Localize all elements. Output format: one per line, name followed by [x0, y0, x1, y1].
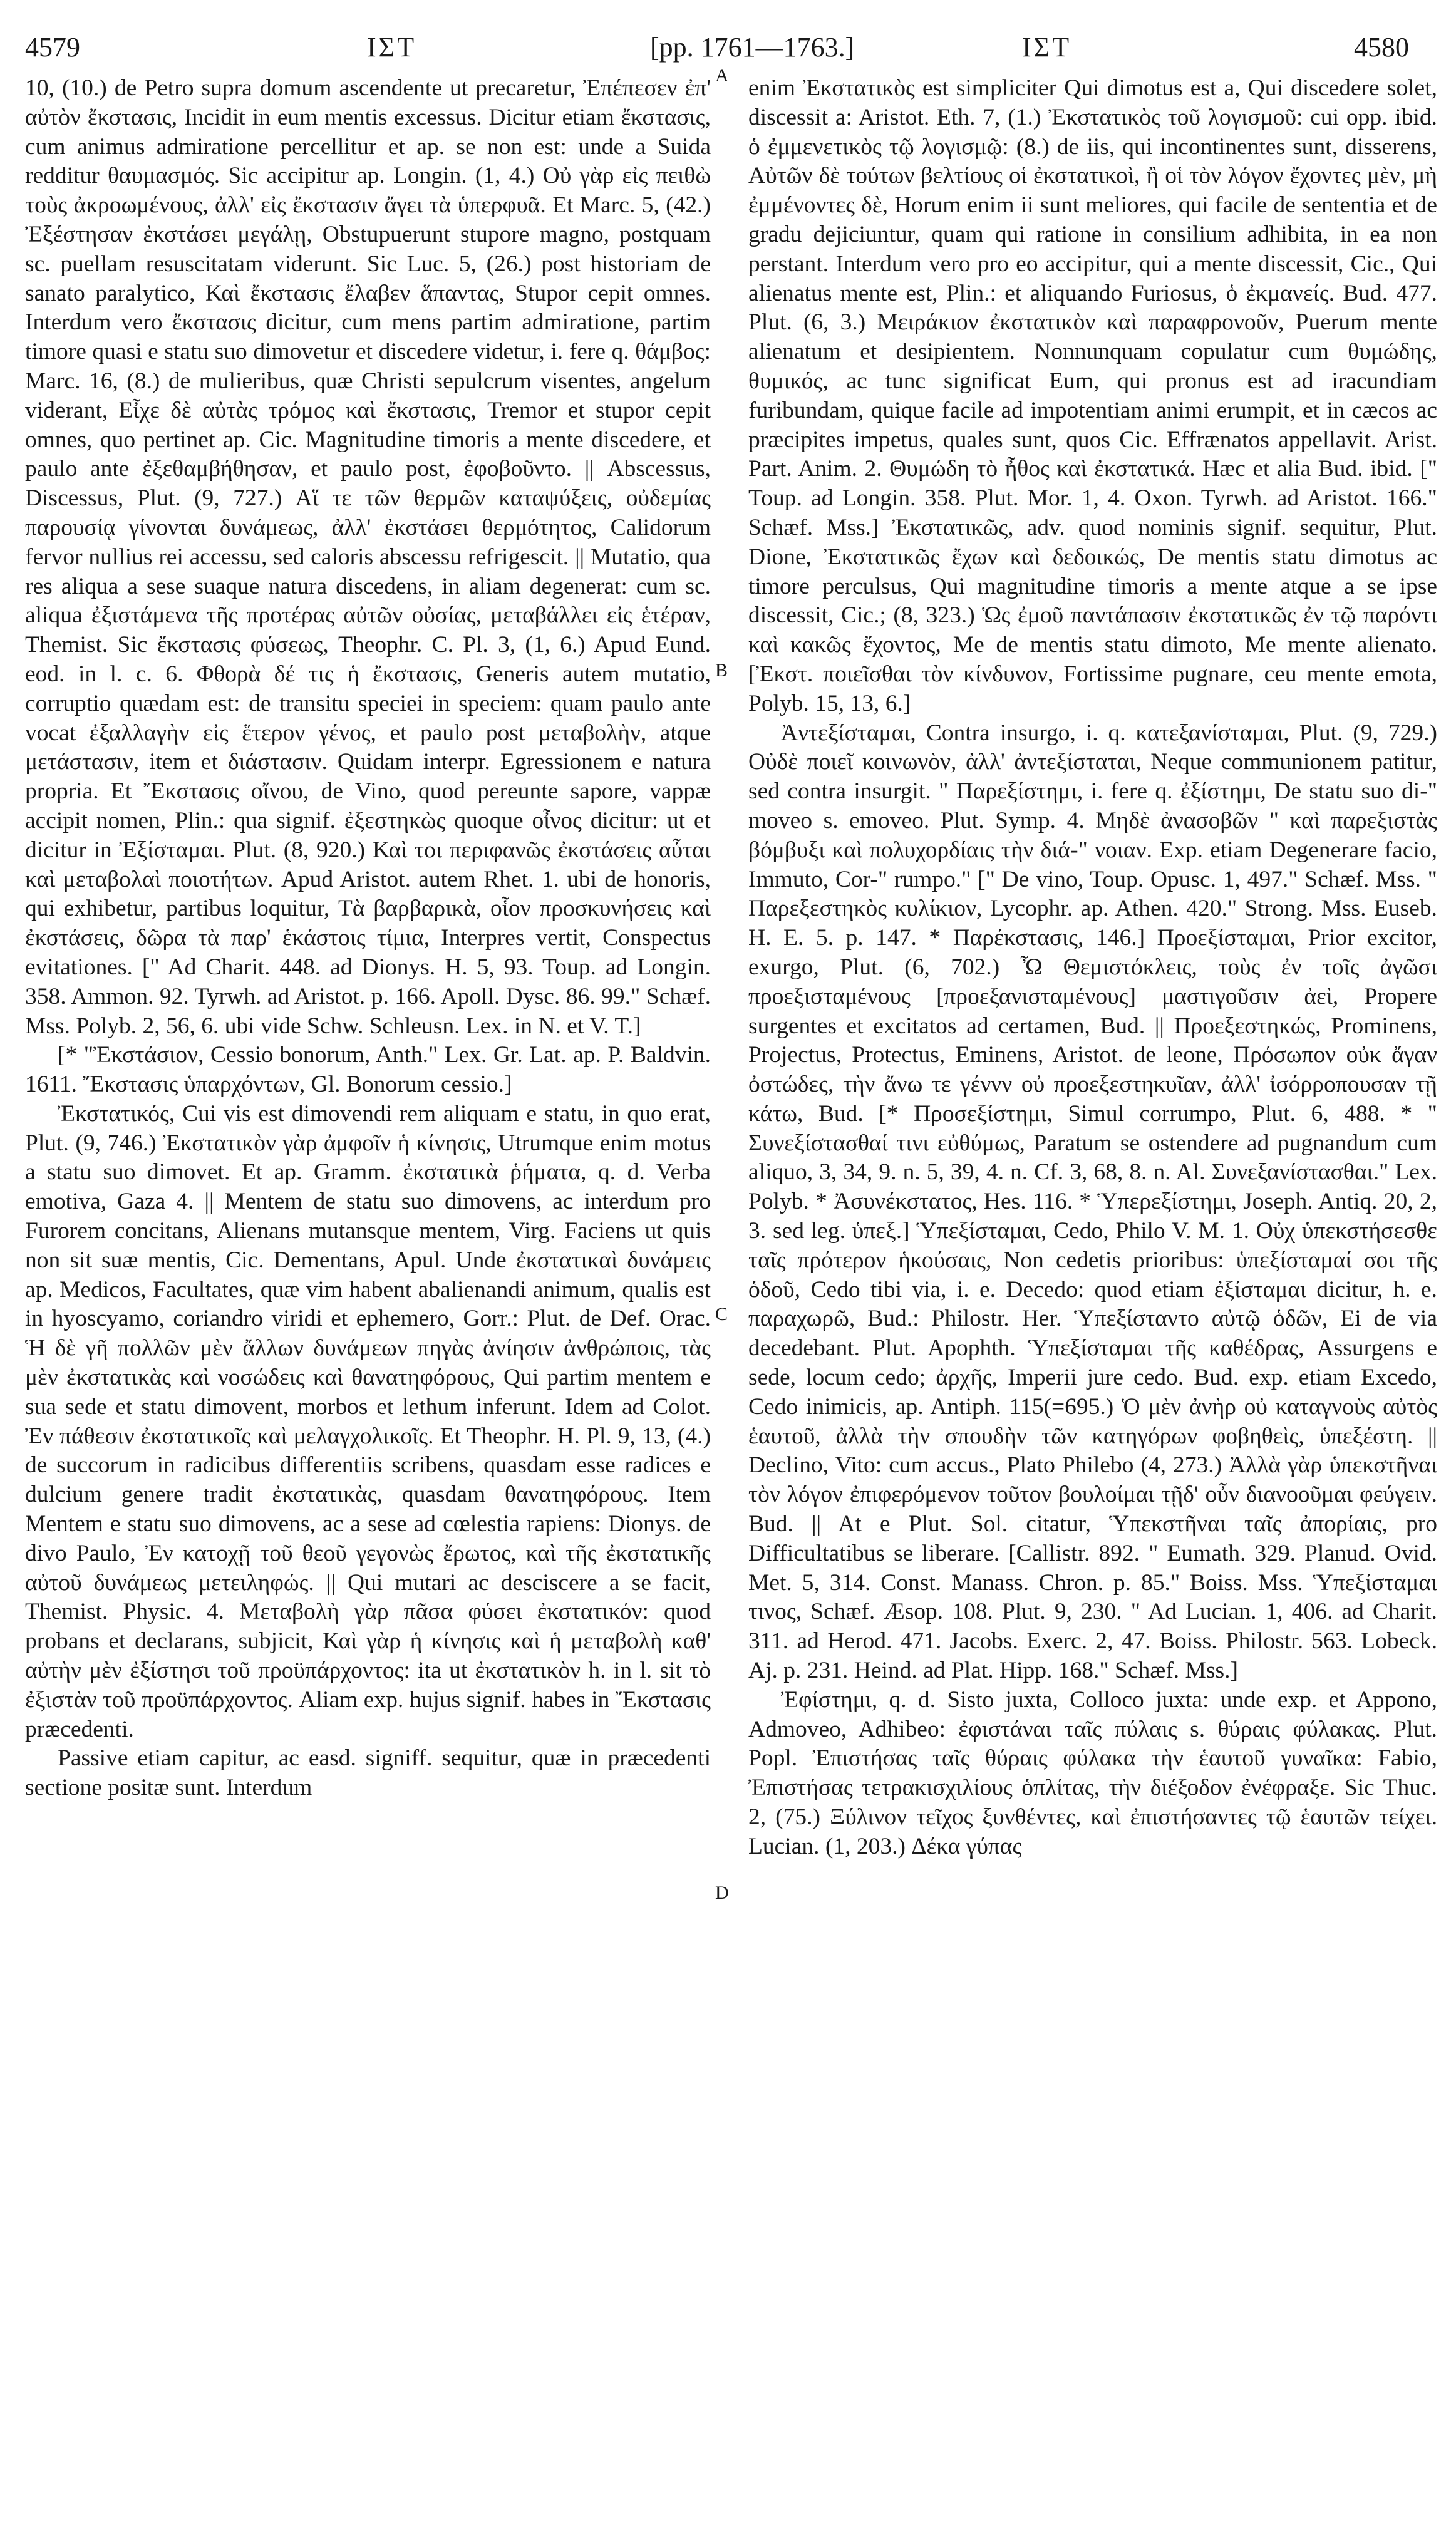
left-column: [25, 74, 711, 1803]
entry-ephistemi: Ἐφίστημι, q. d. Sisto juxta, Colloco juxta: unde exp. et Appono, Admoveo, Adhibeo: ἐφιστάναι ταῖς πύλαις s. θύραις φύλακας. Plut. Popl. Ἐπιστήσας ταῖς θύραις φύλακα τὴν ἑαυτοῦ γυναῖκα: Fabio, Ἐπιστήσας τετρακισχιλίους ὁπλίτας, τὴν διέξοδον ἐνέφραξε. Sic Thuc. 2, (75.) Ξύλινον τεῖχος ξυνθέντες, καὶ ἐπιστήσαντες τῷ ἑαυτῶν τείχει. Lucian. (1, 203.) Δέκα γύπας: [748, 1686, 1437, 1859]
entry-ekstatikos-passive: Passive etiam capitur, ac easd. signiff. sequitur, quæ in præcedenti sectione positæ sunt. Interdum: [25, 1745, 711, 1801]
entry-ekstasis-continued: 10, (10.) de Petro supra domum ascendente ut precaretur, Ἐπέπεσεν ἐπ' αὐτὸν ἔκστασις, Incidit in eum mentis excessus. Dicitur etiam ἔκστασις, cum animus admiratione percellitur et ap. se non est: unde a Suida redditur θαυμασμός. Sic accipitur ap. Longin. (1, 4.) Οὐ γὰρ εἰς πειθὼ τοὺς ἀκροωμένους, ἀλλ' εἰς ἔκστασιν ἄγει τὰ ὑπερφυᾶ. Et Marc. 5, (42.) Ἐξέστησαν ἐκστάσει μεγάλῃ, Obstupuerunt stupore magno, postquam sc. puellam resuscitatam viderunt. Sic Luc. 5, (26.) post historiam de sanato paralytico, Καὶ ἔκστασις ἔλαβεν ἅπαντας, Stupor cepit omnes. Interdum vero ἔκστασις dicitur, cum mens partim admiratione, partim timore quasi e statu suo dimovetur et discedere videtur, i. fere q. θάμβος: Marc. 16, (8.) de mulieribus, quæ Christi sepulcrum visentes, angelum viderant, Εἶχε δὲ αὐτὰς τρόμος καὶ ἔκστασις, Tremor et stupor cepit omnes, quo pertinet ap. Cic. Magnitudine timoris a mente discedere, et paulo ante ἐξεθαμβήθησαν, et paulo post, ἐφοβοῦντο. || Abscessus, Discessus, Plut. (9, 727.) Αἵ τε τῶν θερμῶν καταψύξεις, οὐδεμίας παρουσίᾳ γίνονται δυνάμεως, ἀλλ' ἐκστάσει θερμότητος, Calidorum fervor nullius rei accessu, sed caloris abscessu refrigescit. || Mutatio, qua res aliqua a sese suaque natura discedens, in aliam degenerat: cum sc. aliqua ἐξιστάμενα τῆς προτέρας αὐτῶν οὐσίας, μεταβάλλει εἰς ἑτέραν, Themist. Sic ἔκστασις φύσεως, Theophr. C. Pl. 3, (1, 6.) Apud Eund. eod. in l. c. 6. Φθορὰ δέ τις ἡ ἔκστασις, Generis autem mutatio, corruptio quædam est: de transitu speciei in speciem: quam paulo ante vocat ἐξαλλαγὴν εἰς ἕτερον γένος, et paulo post μεταβολὴν, atque μετάστασιν, item et διάστασιν. Quidam interpr. Egressionem e natura propria. Et Ἔκστασις οἴνου, de Vino, quod pereunte sapore, vappæ accipit nomen, Plin.: qua signif. ἐξεστηκὼς quoque οἶνος dicitur: ut et dicitur in Ἐξίσταμαι. Plut. (8, 920.) Καὶ τοι περιφανῶς ἐκστάσεις αὗται καὶ μεταβολαὶ ποιοτήτων. Apud Aristot. autem Rhet. 1. ubi de honoris, qui exhibetur, partibus loquitur, Τὰ βαρβαρικὰ, οἷον προσκυνήσεις καὶ ἐκστάσεις, δῶρα τὰ παρ' ἑκάστοις τίμια, Interpres vertit, Conspectus evitationes. [" Ad Charit. 448. ad Dionys. H. 5, 93. Toup. ad Longin. 358. Ammon. 92. Tyrwh. ad Aristot. p. 166. Apoll. Dysc. 86. 99." Schæf. Mss. Polyb. 2, 56, 6. ubi vide Schw. Schleusn. Lex. in N. et V. T.]: [25, 75, 711, 1039]
entry-ekstasion: [* "Ἐκστάσιον, Cessio bonorum, Anth." Lex. Gr. Lat. ap. P. Baldvin. 1611. Ἔκστασις ὑπαρχόντων, Gl. Bonorum cessio.]: [25, 1042, 711, 1098]
section-marker-b: B: [715, 660, 728, 681]
section-marker-a: A: [715, 65, 729, 86]
section-marker-c: C: [715, 1304, 728, 1324]
right-column-number: 4580: [1354, 32, 1409, 63]
page-range: [pp. 1761—1763.]: [650, 32, 855, 63]
entry-ekstatikos: Ἐκστατικός, Cui vis est dimovendi rem aliquam e statu, in quo erat, Plut. (9, 746.) Ἐκστατικὸν γὰρ ἀμφοῖν ἡ κίνησις, Utrumque enim motus a statu suo dimovet. Et ap. Gramm. ἐκστατικὰ ῥήματα, q. d. Verba emotiva, Gaza 4. || Mentem de statu suo dimovens, ac interdum pro Furorem concitans, Alienans mutansque mentem, Virg. Faciens ut quis non sit suæ mentis, Cic. Dementans, Apul. Unde ἐκστατικαὶ δυνάμεις ap. Medicos, Facultates, quæ vim habent abalienandi animum, qualis est in hyoscyamo, coriandro viridi et ephemero, Gorr.: Plut. de Def. Orac. Ἡ δὲ γῆ πολλῶν μὲν ἄλλων δυνάμεων πηγὰς ἀνίησιν ἀνθρώποις, τὰς μὲν ἐκστατικὰς καὶ νοσώδεις καὶ θανατηφόρους, Qui partim mentem e sua sede et statu dimovent, morbos et lethum inferunt. Idem ad Colot. Ἐν πάθεσιν ἐκστατικοῖς καὶ μελαγχολικοῖς. Et Theophr. H. Pl. 9, 13, (4.) de succorum in radicibus differentiis scribens, quasdam esse radices e dulcium genere tradit ἐκστατικὰς, quasdam θανατηφόρους. Item Mentem e statu suo dimovens, ac a sese ad cœlestia rapiens: Dionys. de divo Paulo, Ἐν κατοχῇ τοῦ θεοῦ γεγονὼς ἔρωτος, καὶ τῆς ἐκστατικῆς αὐτοῦ δυνάμεως μετειληφώς. || Qui mutari ac desciscere a se facit, Themist. Physic. 4. Μεταβολὴ γὰρ πᾶσα φύσει ἐκστατικόν: quod probans et declarans, subjicit, Καὶ γὰρ ἡ κίνησις καὶ ἡ μεταβολὴ καθ' αὐτὴν μὲν ἐξίστησι τοῦ προϋπάρχοντος: ita ut ἐκστατικὸν h. in l. sit τὸ ἐξιστὰν τοῦ προϋπάρχοντος. Aliam exp. hujus signif. habes in Ἔκστασις præcedenti.: [25, 1100, 711, 1742]
entry-antexistamai: Ἀντεξίσταμαι, Contra insurgo, i. q. κατεξανίσταμαι, Plut. (9, 729.) Οὐδὲ ποιεῖ κοινωνὸν, ἀλλ' ἀντεξίσταται, Neque communionem patitur, sed contra insurgit. " Παρεξίστημι, i. fere q. ἐξίστημι, De statu suo di-" moveo s. emoveo. Plut. Symp. 4. Μηδὲ ἀνασοβῶν " καὶ παρεξιστὰς βόμβυξι καὶ πολυχορδίαις τὴν διά-" νοιαν. Exp. etiam Degenerare facio, Immuto, Cor-" rumpo." [" De vino, Toup. Opusc. 1, 497." Schæf. Mss. " Παρεξεστηκὸς κυλίκιον, Lycophr. ap. Athen. 420." Strong. Mss. Euseb. H. E. 5. p. 147. * Παρέκστασις, 146.] Προεξίσταμαι, Prior excitor, exurgo, Plut. (6, 702.) Ὦ Θεμιστόκλεις, τοὺς ἐν τοῖς ἀγῶσι προεξισταμένους [προεξανισταμένους] μαστιγοῦσιν ἀεὶ, Propere surgentes et excitatos ad certamen, Bud. || Προεξεστηκώς, Prominens, Projectus, Protectus, Eminens, Aristot. de leone, Πρόσωπον οὐκ ἄγαν ὀστώδες, τὴν ἄνω τε γέννν οὐ προεξεστηκυῖαν, ἀλλ' ἰσόρροπουσαν τῇ κάτω, Bud. [* Προσεξίστημι, Simul corrumpo, Plut. 6, 488. * " Συνεξίστασθαί τινι εὐθύμως, Paratum se ostendere ad pugnandum cum aliquo, 3, 34, 9. n. 5, 39, 4. n. Cf. 3, 68, 8. n. Al. Συνεξανίστασθαι." Lex. Polyb. * Ἀσυνέκστατος, Hes. 116. * Ὑπερεξίστημι, Joseph. Antiq. 20, 2, 3. sed leg. ὑπεξ.] Ὑπεξίσταμαι, Cedo, Philo V. M. 1. Οὐχ ὑπεκστήσεσθε ταῖς πρότερον ἡκούσαις, Non cedetis prioribus: ὑπεξίσταμαί σοι τῆς ὁδοῦ, Cedo tibi via, i. e. Decedo: quod etiam ἐξίσταμαι dicitur, h. e. παραχωρῶ, Bud.: Philostr. Her. Ὑπεξίσταντο αὐτῷ ὁδῶν, Ei de via decedebant. Plut. Apophth. Ὑπεξίσταμαι τῆς καθέδρας, Assurgens e sede, locum cedo; ἀρχῆς, Imperii jure cedo. Bud. exp. etiam Excedo, Cedo inimicis, ap. Antiph. 115(=695.) Ὁ μὲν ἀνὴρ οὐ καταγνοὺς αὐτὸς ἑαυτοῦ, ἀλλὰ τὴν σπουδὴν τῶν κατηγόρων φοβηθεὶς, ὑπεξέστη. || Declino, Vito: cum accus., Plato Philebo (4, 273.) Ἀλλὰ γὰρ ὑπεκστῆναι τὸν λόγον ἐπιφερόμενον τοῦτον βουλοίμαι τῇδ' οὖν διανοοῦμαι φεύγειν. Bud. || At e Plut. Sol. citatur, Ὑπεκστῆναι ταῖς ἀπορίαις, pro Difficultatibus se liberare. [Callistr. 892. " Eumath. 329. Planud. Ovid. Met. 5, 314. Const. Manass. Chron. p. 85." Boiss. Mss. Ὑπεξίσταμαι τινος, Schæf. Æsop. 108. Plut. 9, 230. " Ad Lucian. 1, 406. ad Charit. 311. ad Herod. 471. Jacobs. Exerc. 2, 47. Boiss. Philostr. 563. Lobeck. Aj. p. 231. Heind. ad Plat. Hipp. 168." Schæf. Mss.]: [748, 720, 1437, 1684]
left-headword: ΙΣΤ: [367, 32, 417, 63]
section-markers: [715, 0, 740, 2535]
left-column-number: 4579: [25, 32, 80, 63]
entry-ekstatikos-continued: enim Ἐκστατικὸς est simpliciter Qui dimotus est a, Qui discedere solet, discessit a: Aristot. Eth. 7, (1.) Ἐκστατικὸς τοῦ λογισμοῦ: cui opp. ibid. ὁ ἐμμενετικὸς τῷ λογισμῷ: (8.) de iis, qui incontinentes sunt, disserens, Αὐτῶν δὲ τούτων βελτίους οἱ ἐκστατικοὶ, ἢ οἱ τὸν λόγον ἔχοντες μὲν, μὴ ἐμμένοντες δὲ, Horum enim ii sunt meliores, qui facile de sententia et de gradu dejiciuntur, quam qui ratione in consilium adhibita, in ea non perstant. Interdum vero pro eo accipitur, qui a mente discessit, Cic., Qui alienatus mente est, Plin.: et aliquando Furiosus, ὁ ἐκμανείς. Bud. 477. Plut. (6, 3.) Μειράκιον ἐκστατικὸν καὶ παραφρονοῦν, Puerum mente alienatum et desipientem. Nonnunquam copulatur cum θυμώδης, θυμικός, ac tunc significat Eum, qui pronus est ad iracundiam furibundam, quique facile ad impotentiam animi erumpit, et in cæcos ac præcipites impetus, quales sunt, quos Cic. Effrænatos appellavit. Arist. Part. Anim. 2. Θυμώδη τὸ ἦθος καὶ ἐκστατικά. Hæc et alia Bud. ibid. [" Toup. ad Longin. 358. Plut. Mor. 1, 4. Oxon. Tyrwh. ad Aristot. 166." Schæf. Mss.] Ἐκστατικῶς, adv. quod nominis signif. sequitur, Plut. Dione, Ἐκστατικῶς ἔχων καὶ δεδοικώς, De mentis statu dimotus ac timore perculsus, Qui magnitudine timoris a mente atque a se ipse discessit, Cic.; (8, 323.) Ὡς ἐμοῦ παντάπασιν ἐκστατικῶς ἐν τῷ παρόντι καὶ κακῶς ἔχοντος, Me de mentis statu dimoto, Me mente alienato. [Ἐκστ. ποιεῖσθαι τὸν κίνδυνον, Fortissime pugnare, ceu mente emota, Polyb. 15, 13, 6.]: [748, 75, 1437, 716]
right-column: [748, 74, 1437, 1862]
right-headword: ΙΣΤ: [1022, 32, 1072, 63]
section-marker-d: D: [715, 1882, 729, 1903]
